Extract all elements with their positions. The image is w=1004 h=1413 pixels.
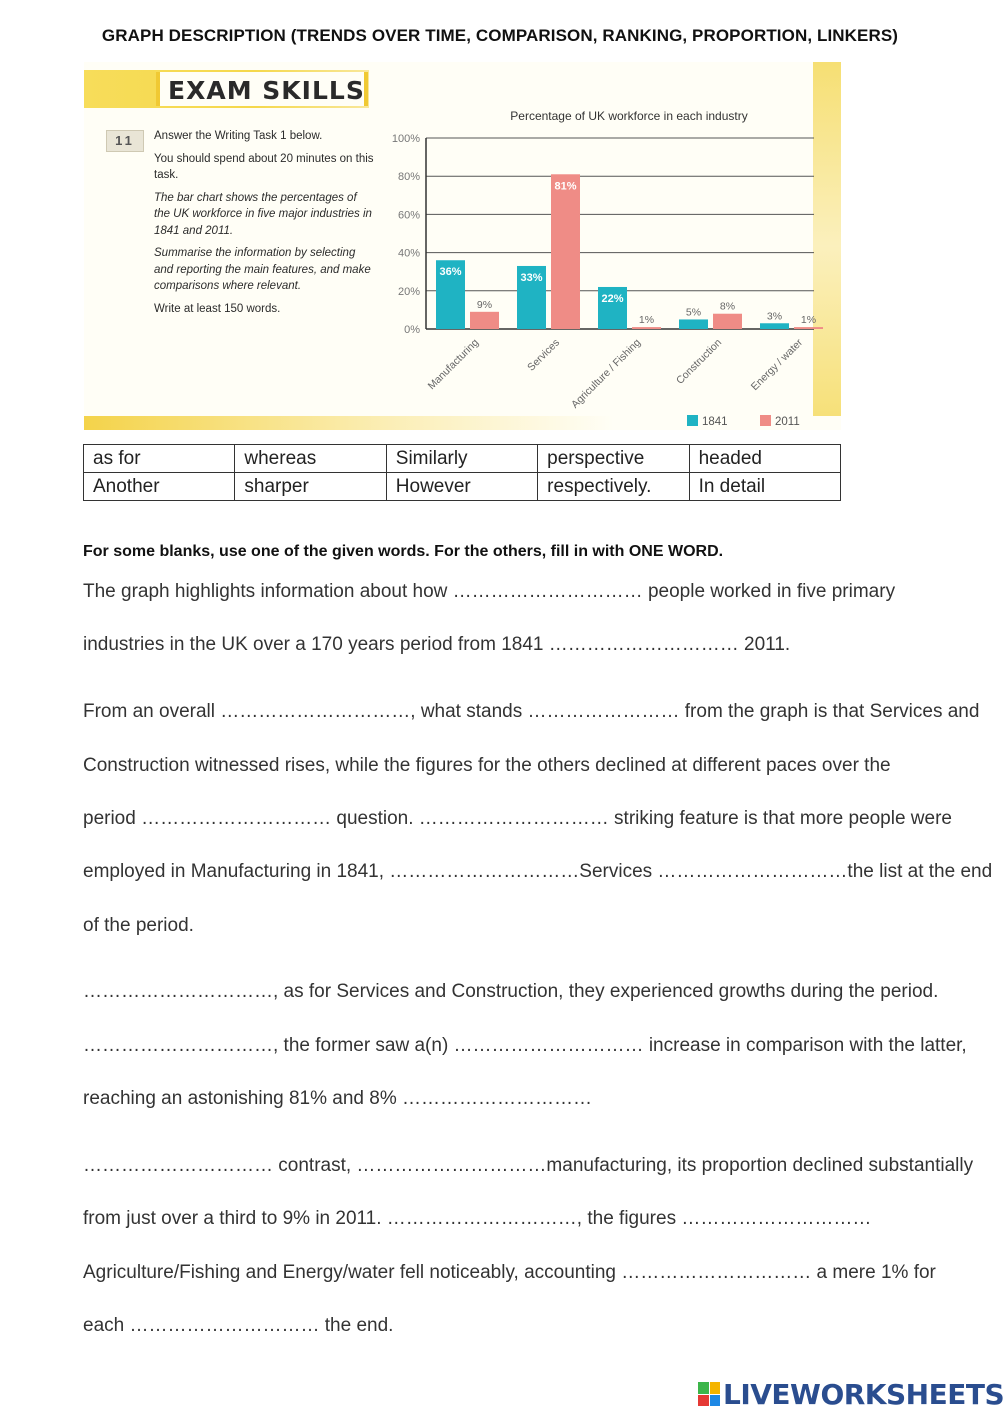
exam-skills-heading: EXAM SKILLS (168, 76, 365, 105)
exercise-instruction: For some blanks, use one of the given words. For the others, fill in with ONE WORD. (83, 543, 724, 560)
logo-mark-icon (698, 1382, 720, 1406)
vocab-word: In detail (689, 473, 840, 501)
workforce-bar-chart (374, 102, 817, 428)
x-tick-label: Construction (673, 336, 725, 387)
vocab-row (84, 473, 841, 501)
data-label: 1% (800, 314, 817, 327)
bar-2011 (713, 314, 742, 329)
vocab-word: However (386, 473, 537, 501)
data-label: 33% (520, 271, 543, 284)
vocab-word: respectively. (538, 473, 689, 501)
y-tick-label: 20% (397, 285, 420, 298)
passage-line: period ………………………… question. ………………………… striking feature is that more people were (83, 808, 952, 829)
data-label: 22% (601, 292, 624, 305)
vocabulary-table (83, 444, 841, 501)
task-instruction-line: Write at least 150 words. (154, 302, 281, 315)
legend-swatch (687, 415, 698, 426)
x-tick-label: Energy / water (748, 336, 806, 393)
passage-line: Agriculture/Fishing and Energy/water fell noticeably, accounting ………………………… a mere 1% for (83, 1262, 936, 1283)
task-instruction-line: You should spend about 20 minutes on this task. (154, 152, 374, 181)
y-tick-label: 40% (397, 247, 420, 260)
y-tick-label: 80% (397, 171, 420, 184)
bar-1841 (679, 319, 708, 329)
legend-swatch (760, 415, 771, 426)
vocab-word: whereas (235, 445, 386, 473)
vocab-word: Another (84, 473, 235, 501)
logo-square (698, 1395, 709, 1407)
vocab-word: Similarly (386, 445, 537, 473)
task-number-badge: 11 (106, 130, 144, 152)
data-label: 3% (766, 310, 783, 323)
logo-square (698, 1382, 709, 1394)
x-tick-label: Manufacturing (425, 336, 482, 393)
vocab-word: as for (84, 445, 235, 473)
x-tick-label: Agriculture / Fishing (569, 336, 644, 411)
data-label: 1% (638, 314, 655, 327)
passage-line: from just over a third to 9% in 2011. …………………………, the figures ………………………… (83, 1208, 872, 1229)
passage-line: ………………………… contrast, …………………………manufacturing, its proportion declined substantially (83, 1155, 974, 1176)
logo-square (710, 1395, 721, 1407)
data-label: 81% (554, 180, 577, 193)
passage-line: Construction witnessed rises, while the figures for the others declined at different paces over the (83, 755, 891, 776)
task-instructions (154, 128, 374, 323)
task-instruction-line: Summarise the information by selecting and reporting the main features, and make comparisons where relevant. (154, 247, 371, 292)
vocab-word: sharper (235, 473, 386, 501)
passage-line: of the period. (83, 915, 194, 936)
passage-line: From an overall …………………………, what stands …………………… from the graph is that Services and (83, 701, 980, 722)
exam-skills-panel (84, 62, 841, 430)
bar-1841 (760, 323, 789, 329)
bar-2011 (551, 174, 580, 329)
liveworksheets-logo[interactable] (698, 1378, 1004, 1410)
vocab-word: perspective (538, 445, 689, 473)
bar-2011 (632, 327, 661, 329)
passage-line: industries in the UK over a 170 years period from 1841 ………………………… 2011. (83, 634, 791, 655)
passage-line: each ………………………… the end. (83, 1315, 394, 1336)
task-instruction-line: The bar chart shows the percentages of the UK workforce in five major industries in 1841 and 2011. (154, 191, 372, 237)
passage-line: The graph highlights information about how ………………………… people worked in five primary (83, 581, 896, 602)
bar-2011 (794, 327, 823, 329)
vocab-row (84, 445, 841, 473)
y-tick-label: 0% (404, 324, 420, 336)
page-title: GRAPH DESCRIPTION (TRENDS OVER TIME, COMPARISON, RANKING, PROPORTION, LINKERS) (101, 26, 899, 45)
y-tick-label: 60% (397, 209, 420, 222)
panel-decor-strip (813, 62, 841, 430)
bar-2011 (470, 312, 499, 329)
data-label: 5% (685, 306, 702, 319)
data-label: 36% (439, 266, 462, 279)
vocab-word: headed (689, 445, 840, 473)
data-label: 8% (719, 300, 736, 313)
passage-line: …………………………, the former saw a(n) ………………………… increase in comparison with the latter, (83, 1035, 967, 1056)
passage-line: …………………………, as for Services and Construction, they experienced growths during the period. (83, 981, 939, 1002)
task-instruction-line: Answer the Writing Task 1 below. (154, 130, 323, 142)
data-label: 9% (476, 298, 493, 311)
passage-line: employed in Manufacturing in 1841, …………………………Services …………………………the list at the end (83, 861, 993, 882)
legend-label: 2011 (775, 416, 800, 428)
passage-line: reaching an astonishing 81% and 8% ………………………… (83, 1088, 593, 1109)
logo-square (710, 1382, 721, 1394)
logo-text: LIVEWORKSHEETS (723, 1377, 1004, 1411)
x-tick-label: Services (525, 336, 563, 374)
legend-label: 1841 (702, 416, 728, 428)
chart-title: Percentage of UK workforce in each industry (510, 109, 748, 123)
y-tick-label: 100% (391, 133, 420, 145)
